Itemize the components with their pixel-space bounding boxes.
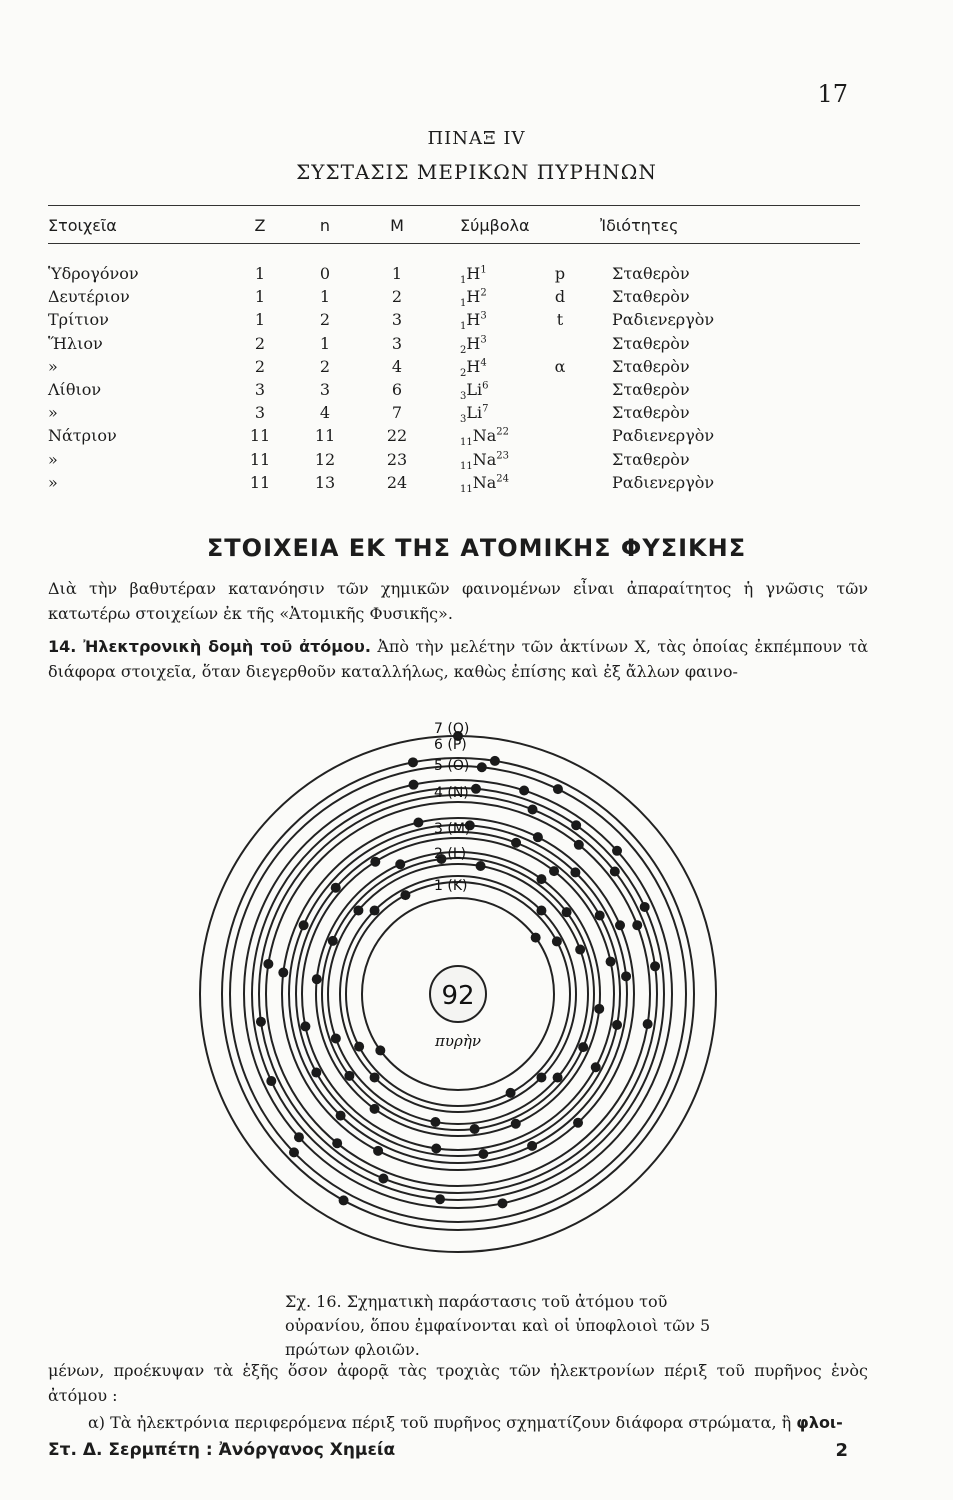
electron [328, 936, 338, 946]
cell-element: Νάτριον [48, 426, 117, 446]
electron [336, 1111, 346, 1121]
electron [471, 784, 481, 794]
electron [331, 1033, 341, 1043]
cell-m: 3 [391, 310, 403, 330]
cell-z: 11 [249, 449, 271, 469]
cell-z: 1 [254, 310, 266, 330]
electron [615, 920, 625, 930]
electron [497, 1198, 507, 1208]
cell-label: α [554, 356, 566, 376]
electron [621, 971, 631, 981]
electron [575, 945, 585, 955]
electron [511, 838, 521, 848]
cell-z: 1 [254, 287, 266, 307]
cell-symbol: $_1H^3$ [460, 310, 487, 333]
header-symbol: Σύμβολα [460, 216, 530, 235]
header-n: n [319, 216, 331, 235]
electron [289, 1147, 299, 1157]
cell-symbol: $_1H^2$ [460, 287, 487, 310]
cell-symbol: $_3Li^7$ [460, 403, 489, 426]
cell-element: Δευτέριον [48, 287, 130, 307]
electron [612, 846, 622, 856]
electron [294, 1132, 304, 1142]
cell-property: Ραδιενεργὸν [612, 426, 715, 446]
cell-property: Σταθερὸν [612, 449, 690, 469]
electron [571, 820, 581, 830]
item-a-bold-word: φλοι- [796, 1413, 843, 1432]
electron [536, 906, 546, 916]
shell-label: 2 (L) [434, 846, 467, 862]
cell-property: Σταθερὸν [612, 403, 690, 423]
table-title: ΠΙΝΑΞ IV [427, 128, 526, 149]
cell-m: 1 [391, 264, 403, 283]
footer-author-title: Στ. Δ. Σερμπέτη : Ἀνόργανος Χημεία [48, 1440, 396, 1460]
electron [612, 1020, 622, 1030]
page-number: 17 [817, 80, 848, 108]
cell-property: Σταθερὸν [612, 356, 690, 376]
paragraph-14-heading: 14. Ἠλεκτρονικὴ δομὴ τοῦ ἀτόμου. [48, 637, 371, 656]
item-a [48, 1410, 868, 1435]
cell-element: Ὑδρογόνον [48, 264, 139, 283]
cell-element: » [48, 449, 58, 469]
electron [533, 832, 543, 842]
electron [312, 974, 322, 984]
cell-z: 3 [254, 403, 266, 423]
cell-z: 3 [254, 380, 266, 399]
electron [413, 818, 423, 828]
electron [408, 757, 418, 767]
cell-m: 23 [386, 449, 408, 469]
header-m: M [390, 216, 404, 235]
cell-z: 2 [254, 333, 266, 353]
shell-label: 5 (O) [434, 758, 470, 774]
electron [573, 1118, 583, 1128]
cell-element: » [48, 472, 58, 492]
electron [478, 1149, 488, 1159]
shell-label: 7 (Q) [434, 721, 470, 737]
electron [370, 1072, 380, 1082]
cell-m: 7 [391, 403, 403, 423]
cell-n: 0 [319, 264, 331, 283]
header-element: Στοιχεῖα [48, 216, 117, 235]
electron [477, 762, 487, 772]
shell-label: 6 (P) [434, 737, 467, 753]
cell-symbol: $_{11}Na^{22}$ [460, 426, 510, 449]
cell-m: 4 [391, 356, 403, 376]
cell-label: p [554, 264, 566, 283]
electron [578, 1042, 588, 1052]
cell-symbol: $_1H^1$ [460, 264, 487, 287]
electron [553, 784, 563, 794]
cell-symbol: $_{11}Na^{23}$ [460, 449, 510, 472]
cell-property: Ραδιενεργὸν [612, 310, 715, 330]
electron [395, 859, 405, 869]
electron [435, 1194, 445, 1204]
electron [606, 957, 616, 967]
continuation-paragraph: μένων, προέκυψαν τὰ ἑξῆς ὅσον ἀφορᾷ τὰς τροχιὰς τῶν ἠλεκτρονίων πέριξ τοῦ πυρῆνος ἑνὸς ἀτόμου : [48, 1361, 868, 1405]
cell-symbol: $_3Li^6$ [460, 380, 489, 403]
electron [400, 890, 410, 900]
footer-sheet-number: 2 [835, 1440, 848, 1461]
nucleus-charge: 92 [441, 981, 475, 1011]
cell-element: Ἥλιον [48, 333, 103, 353]
electron [353, 905, 363, 915]
cell-property: Σταθερὸν [612, 287, 690, 307]
header-z: Z [254, 216, 266, 235]
electron [650, 961, 660, 971]
electron [266, 1076, 276, 1086]
electron [300, 1021, 310, 1031]
electron [536, 874, 546, 884]
cell-n: 1 [319, 287, 331, 307]
electron [278, 968, 288, 978]
electron [552, 936, 562, 946]
electron [299, 920, 309, 930]
cell-m: 22 [386, 426, 408, 446]
electron [595, 910, 605, 920]
electron [339, 1195, 349, 1205]
cell-n: 3 [319, 380, 331, 399]
section-title: ΣΤΟΙΧΕΙΑ ΕΚ ΤΗΣ ΑΤΟΜΙΚΗΣ ΦΥΣΙΚΗΣ [206, 534, 747, 562]
shell-label: 3 (M) [434, 821, 471, 837]
electron [470, 1124, 480, 1134]
cell-element: » [48, 356, 58, 376]
shell-label: 1 (K) [434, 878, 468, 894]
cell-label: d [554, 287, 566, 307]
electron [331, 883, 341, 893]
shell-label: 4 (N) [434, 785, 469, 801]
electron [370, 1104, 380, 1114]
figure-caption: Σχ. 16. Σχηματικὴ παράστασις τοῦ ἀτόμου τοῦ οὐρανίου, ὅπου ἐμφαίνονται καὶ οἱ ὑποφλοιοὶ τῶν 5 πρώτων φλοιῶν. [285, 1292, 711, 1359]
electron [256, 1017, 266, 1027]
electron [373, 1146, 383, 1156]
electron [553, 1073, 563, 1083]
electron [511, 1119, 521, 1129]
cell-n: 2 [319, 356, 331, 376]
electron [594, 1004, 604, 1014]
electron [519, 785, 529, 795]
cell-m: 2 [391, 287, 403, 307]
electron [570, 867, 580, 877]
cell-symbol: $_2H^4$ [460, 356, 487, 379]
cell-m: 3 [391, 333, 403, 353]
nucleus-label: πυρὴν [435, 1032, 481, 1050]
cell-z: 11 [249, 472, 271, 492]
electron [574, 840, 584, 850]
electron [490, 756, 500, 766]
electron [632, 920, 642, 930]
cell-n: 1 [319, 333, 331, 353]
cell-label: t [556, 310, 564, 330]
electron [506, 1088, 516, 1098]
cell-m: 6 [391, 380, 403, 399]
cell-property: Σταθερὸν [612, 380, 690, 399]
cell-element: Τρίτιον [48, 310, 109, 330]
cell-n: 4 [319, 403, 331, 423]
cell-property: Σταθερὸν [612, 333, 690, 353]
electron [263, 959, 273, 969]
electron [643, 1019, 653, 1029]
electron [311, 1068, 321, 1078]
electron [562, 907, 572, 917]
header-properties: Ἰδιότητες [600, 216, 679, 235]
electron [409, 780, 419, 790]
electron [536, 1072, 546, 1082]
cell-element: Λίθιον [48, 380, 102, 399]
electron [430, 1117, 440, 1127]
electron [610, 866, 620, 876]
cell-z: 2 [254, 356, 266, 376]
electron [431, 1143, 441, 1153]
cell-n: 2 [319, 310, 331, 330]
electron [591, 1062, 601, 1072]
cell-element: » [48, 403, 58, 423]
electron [370, 906, 380, 916]
cell-z: 11 [249, 426, 271, 446]
cell-n: 13 [314, 472, 336, 492]
electron [378, 1174, 388, 1184]
electron [549, 866, 559, 876]
cell-z: 1 [254, 264, 266, 283]
item-a-text: α) Τὰ ἠλεκτρόνια περιφερόμενα πέριξ τοῦ πυρῆνος σχηματίζουν διάφορα στρώματα, ἢ [88, 1413, 792, 1432]
electron [354, 1042, 364, 1052]
paragraph-14-text: Ἀπὸ τὴν μελέτην τῶν ἀκτίνων X, τὰς ὁποίας ἐκπέμπουν τὰ διάφορα στοιχεῖα, ὅταν διεγερθοῦν καταλλήλως, καθὼς ἐπίσης καὶ ἐξ ἄλλων φαινο- [48, 637, 868, 681]
electron [476, 861, 486, 871]
cell-property: Σταθερὸν [612, 264, 690, 283]
electron [531, 933, 541, 943]
cell-n: 12 [314, 449, 336, 469]
electron [528, 804, 538, 814]
cell-symbol: $_2H^3$ [460, 333, 487, 356]
electron [640, 902, 650, 912]
electron [332, 1138, 342, 1148]
cell-m: 24 [386, 472, 408, 492]
electron [370, 857, 380, 867]
table-subtitle: ΣΥΣΤΑΣΙΣ ΜΕΡΙΚΩΝ ΠΥΡΗΝΩΝ [296, 160, 657, 184]
electron [344, 1071, 354, 1081]
cell-symbol: $_{11}Na^{24}$ [460, 472, 510, 495]
electron [375, 1045, 385, 1055]
cell-n: 11 [314, 426, 336, 446]
intro-paragraph: Διὰ τὴν βαθυτέραν κατανόησιν τῶν χημικῶν φαινομένων εἶναι ἀπαραίτητος ἡ γνῶσις τῶν κατωτέρω στοιχείων ἐκ τῆς «Ἀτομικῆς Φυσικῆς». [48, 579, 868, 623]
cell-property: Ραδιενεργὸν [612, 472, 715, 492]
electron [527, 1141, 537, 1151]
